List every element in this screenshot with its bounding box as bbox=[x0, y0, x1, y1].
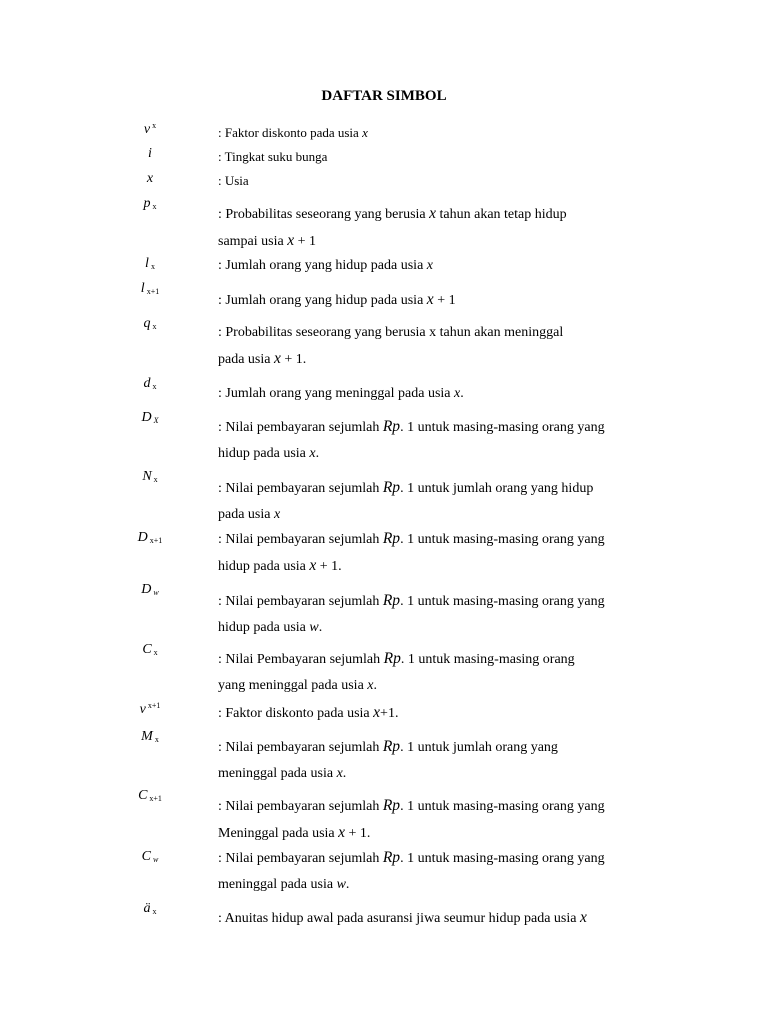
symbol-description bbox=[218, 646, 678, 698]
symbol bbox=[120, 316, 180, 332]
description-line bbox=[218, 553, 678, 580]
symbol-subscript: x bbox=[150, 262, 155, 271]
symbol-description bbox=[218, 144, 678, 170]
math-variable: Rp bbox=[382, 797, 401, 814]
description-text: . 1 untuk masing-masing orang yang bbox=[400, 799, 605, 814]
description-text: . 1 untuk masing-masing orang yang bbox=[400, 532, 605, 547]
description-line bbox=[218, 646, 678, 673]
description-line bbox=[218, 905, 678, 932]
symbol-description bbox=[218, 700, 678, 727]
symbol bbox=[120, 788, 180, 804]
symbol-description bbox=[218, 253, 678, 279]
description-line bbox=[218, 820, 678, 847]
symbol-subscript: x bbox=[154, 735, 159, 744]
description-line bbox=[218, 320, 678, 346]
description-line bbox=[218, 734, 678, 761]
description-text: . 1 untuk masing-masing orang bbox=[400, 652, 575, 667]
description-text: meninggal pada usia bbox=[218, 876, 337, 892]
symbol-description bbox=[218, 845, 678, 897]
math-variable: x bbox=[426, 291, 434, 308]
description-line bbox=[218, 475, 678, 502]
symbol bbox=[120, 146, 180, 162]
symbol-subscript: x+1 bbox=[146, 287, 160, 296]
description-text: . bbox=[315, 445, 320, 461]
description-text: : Nilai pembayaran sejumlah bbox=[218, 420, 383, 435]
symbol-base: i bbox=[148, 146, 152, 161]
description-line bbox=[218, 253, 678, 279]
symbol-base: ä bbox=[143, 901, 151, 916]
math-variable: Rp bbox=[382, 530, 401, 547]
description-text: + 1. bbox=[316, 558, 342, 574]
description-text: : Usia bbox=[218, 173, 249, 188]
description-text: Meninggal pada usia bbox=[218, 825, 339, 841]
symbol-base: x bbox=[146, 171, 154, 186]
symbol-base: C bbox=[138, 788, 148, 803]
symbol-base: C bbox=[141, 849, 151, 864]
math-variable: x bbox=[367, 677, 374, 693]
symbol-subscript: w bbox=[153, 588, 159, 597]
description-text: . 1 untuk masing-masing orang yang bbox=[400, 594, 605, 609]
symbol-description bbox=[218, 201, 678, 254]
description-text: . 1 untuk jumlah orang yang hidup bbox=[400, 481, 594, 496]
description-line bbox=[218, 414, 678, 441]
symbol-subscript: x+1 bbox=[149, 794, 162, 803]
math-variable: Rp bbox=[382, 418, 401, 435]
symbol bbox=[120, 582, 180, 598]
math-variable: Rp bbox=[382, 479, 401, 496]
page-title: DAFTAR SIMBOL bbox=[321, 88, 447, 104]
symbol bbox=[120, 642, 180, 658]
math-variable: x bbox=[362, 125, 368, 140]
symbol-base: D bbox=[141, 582, 152, 597]
symbol-subscript: x bbox=[152, 382, 157, 391]
symbol-description bbox=[218, 168, 678, 194]
math-variable: w bbox=[309, 619, 319, 635]
symbol-description bbox=[218, 905, 678, 932]
math-variable: x bbox=[454, 386, 461, 401]
symbol-description bbox=[218, 320, 678, 372]
description-text: . bbox=[373, 677, 378, 693]
symbol bbox=[120, 256, 180, 272]
math-variable: x bbox=[309, 556, 317, 574]
symbol bbox=[120, 701, 180, 718]
description-line bbox=[218, 228, 678, 255]
symbol bbox=[120, 901, 180, 917]
description-text: + 1. bbox=[345, 825, 371, 841]
symbol-subscript: x bbox=[153, 648, 158, 657]
description-text: . 1 untuk masing-masing orang yang bbox=[400, 420, 605, 435]
description-line bbox=[218, 673, 678, 699]
math-variable: Rp bbox=[383, 650, 401, 667]
symbol bbox=[120, 196, 180, 212]
symbol-description bbox=[218, 734, 678, 786]
description-text: : Faktor diskonto pada usia bbox=[218, 125, 363, 140]
description-line bbox=[218, 700, 678, 727]
description-line bbox=[218, 872, 678, 898]
symbol-base: l bbox=[140, 281, 145, 296]
symbol-superscript: x bbox=[152, 121, 157, 130]
symbol-base: D bbox=[141, 410, 152, 425]
math-variable: Rp bbox=[382, 849, 401, 866]
description-text: : Faktor diskonto pada usia bbox=[218, 706, 374, 721]
math-variable: w bbox=[336, 876, 346, 892]
symbol-base: v bbox=[139, 702, 146, 717]
symbol-superscript: x+1 bbox=[147, 701, 161, 710]
description-line bbox=[218, 144, 678, 170]
description-text: hidup pada usia bbox=[218, 619, 310, 635]
description-text: . bbox=[342, 765, 347, 781]
symbol-subscript: x bbox=[153, 475, 158, 484]
symbol-subscript: x bbox=[152, 202, 157, 211]
symbol bbox=[120, 121, 180, 138]
description-line bbox=[218, 287, 678, 314]
description-line bbox=[218, 615, 678, 641]
description-text: . bbox=[460, 386, 464, 401]
description-text: yang meninggal pada usia bbox=[218, 677, 368, 693]
symbol bbox=[120, 281, 180, 297]
symbol-subscript: X bbox=[153, 416, 159, 425]
symbol bbox=[120, 530, 180, 546]
symbol-base: M bbox=[141, 729, 153, 744]
symbol bbox=[120, 849, 180, 865]
description-line bbox=[218, 201, 678, 228]
math-variable: Rp bbox=[382, 592, 401, 609]
description-line bbox=[218, 381, 678, 407]
symbol-description bbox=[218, 381, 678, 407]
symbol-base: D bbox=[137, 530, 148, 545]
symbol bbox=[120, 410, 180, 426]
description-line bbox=[218, 120, 678, 146]
math-variable: Rp bbox=[382, 738, 401, 755]
symbol-description bbox=[218, 793, 678, 846]
description-line bbox=[218, 845, 678, 872]
math-variable: x bbox=[287, 231, 295, 249]
description-text: : Nilai pembayaran sejumlah bbox=[218, 740, 383, 755]
math-variable: x bbox=[273, 506, 281, 522]
description-text: meninggal pada usia bbox=[218, 765, 337, 781]
description-text: . bbox=[318, 619, 323, 635]
symbol-description bbox=[218, 526, 678, 579]
description-text: pada usia bbox=[218, 506, 274, 522]
symbol-base: C bbox=[142, 642, 152, 657]
symbol bbox=[120, 729, 180, 745]
math-variable: x bbox=[309, 445, 316, 461]
math-variable: x bbox=[373, 704, 381, 721]
symbol-base: N bbox=[142, 469, 152, 484]
description-text: tahun akan tetap hidup bbox=[436, 207, 567, 222]
description-text: + 1 bbox=[294, 233, 317, 249]
symbol-base: p bbox=[143, 196, 151, 211]
math-variable: x bbox=[338, 823, 346, 841]
math-variable: x bbox=[579, 909, 587, 926]
description-text: : Nilai pembayaran sejumlah bbox=[218, 532, 383, 547]
symbol-subscript: x bbox=[152, 322, 157, 331]
description-line bbox=[218, 761, 678, 787]
description-text: : Nilai Pembayaran sejumlah bbox=[218, 652, 384, 667]
symbol-description bbox=[218, 120, 678, 146]
description-text: sampai usia bbox=[218, 233, 288, 249]
description-text: . bbox=[345, 876, 350, 892]
description-text: . 1 untuk masing-masing orang yang bbox=[400, 851, 605, 866]
description-line bbox=[218, 502, 678, 528]
description-text: +1. bbox=[380, 706, 399, 721]
description-text: : Jumlah orang yang hidup pada usia bbox=[218, 258, 427, 273]
description-text: : Nilai pembayaran sejumlah bbox=[218, 851, 383, 866]
symbol-description bbox=[218, 287, 678, 314]
description-text: : Nilai pembayaran sejumlah bbox=[218, 481, 383, 496]
description-text: : Probabilitas seseorang yang berusia x tahun akan meninggal bbox=[218, 325, 564, 340]
description-text: . 1 untuk jumlah orang yang bbox=[400, 740, 558, 755]
math-variable: x bbox=[426, 258, 434, 273]
symbol bbox=[120, 376, 180, 392]
description-text: : Anuitas hidup awal pada asuransi jiwa seumur hidup pada usia bbox=[218, 911, 580, 926]
description-text: : Probabilitas seseorang yang berusia bbox=[218, 207, 430, 222]
description-text: hidup pada usia bbox=[218, 445, 310, 461]
symbol-base: l bbox=[145, 256, 149, 271]
description-line bbox=[218, 793, 678, 820]
symbol-description bbox=[218, 588, 678, 640]
description-text: pada usia bbox=[218, 351, 274, 367]
description-text: : Jumlah orang yang hidup pada usia bbox=[218, 293, 427, 308]
symbol-subscript: w bbox=[153, 855, 159, 864]
symbol-base: v bbox=[143, 122, 151, 137]
description-text: : Tingkat suku bunga bbox=[218, 149, 328, 164]
symbol-description bbox=[218, 414, 678, 466]
symbol-subscript: x bbox=[152, 907, 157, 916]
symbol bbox=[120, 469, 180, 485]
description-line bbox=[218, 526, 678, 553]
description-text: + 1. bbox=[280, 351, 307, 367]
symbol-subscript: x+1 bbox=[149, 536, 163, 545]
description-line bbox=[218, 588, 678, 615]
description-line bbox=[218, 441, 678, 467]
symbol-description bbox=[218, 475, 678, 527]
symbol-base: d bbox=[143, 376, 151, 391]
description-text: : Nilai pembayaran sejumlah bbox=[218, 799, 383, 814]
description-text: hidup pada usia bbox=[218, 558, 310, 574]
symbol-base: q bbox=[143, 316, 151, 331]
symbol bbox=[120, 171, 180, 187]
description-text: : Jumlah orang yang meninggal pada usia bbox=[218, 386, 454, 401]
description-line bbox=[218, 168, 678, 194]
description-line bbox=[218, 346, 678, 373]
math-variable: x bbox=[429, 205, 437, 222]
math-variable: x bbox=[273, 349, 281, 367]
math-variable: x bbox=[336, 765, 343, 781]
description-text: + 1 bbox=[433, 293, 456, 308]
description-text: : Nilai pembayaran sejumlah bbox=[218, 594, 383, 609]
